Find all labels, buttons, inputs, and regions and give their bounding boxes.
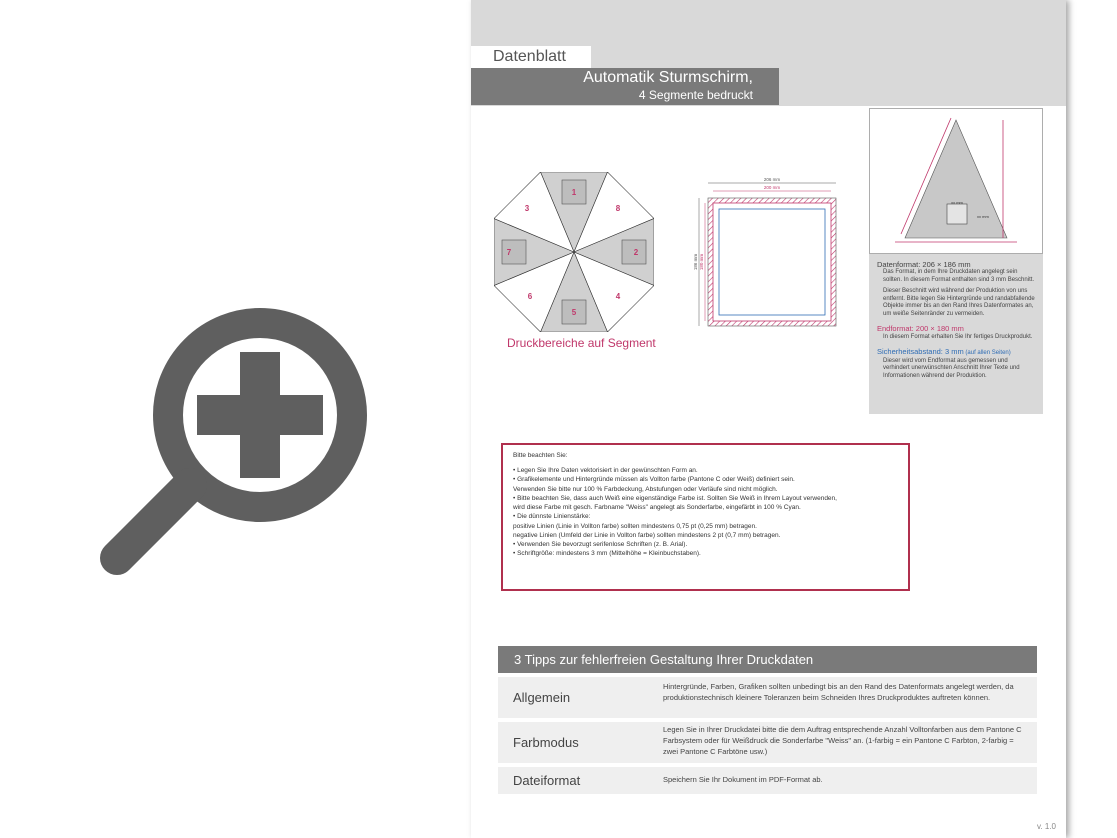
safety-distance-text: Dieser wird vom Endformat aus gemessen und verhindert unerwünschten Anschnitt Ihrer Texte und Informationen während der Produktion. [883, 357, 1020, 379]
notice-line: • Verwenden Sie bevorzugt serifenlose Schriften (z. B. Arial). [513, 540, 688, 548]
segment-label: 8 [615, 204, 621, 213]
notice-line: • Schriftgröße: mindestens 3 mm (Mittelhöhe = Kleinbuchstaben). [513, 550, 701, 558]
safety-distance-note: (auf allen Seiten) [965, 350, 1011, 357]
segment-label: 3 [524, 204, 530, 213]
safety-distance-title: Sicherheitsabstand: 3 mm [877, 347, 964, 357]
notice-title: Bitte beachten Sie: [513, 452, 568, 459]
tip-text: Speichern Sie Ihr Dokument im PDF-Format ab. [663, 775, 823, 784]
triangle-dim-a: xx mm [951, 200, 963, 205]
page-subtitle: 4 Segmente bedruckt [638, 88, 753, 102]
inner-width-label: 200 mm [763, 185, 781, 190]
end-format-title: Endformat: 200 × 180 mm [877, 324, 964, 334]
segment-label: 4 [615, 292, 621, 301]
tip-row-dateiformat [498, 767, 1037, 794]
umbrella-segment-diagram [494, 172, 654, 332]
notice-line: • Die dünnste Linienstärke: [513, 513, 591, 521]
outer-height-label: 186 mm [693, 253, 698, 271]
tip-row-farbmodus [498, 722, 1037, 763]
segment-label: 2 [633, 248, 639, 257]
format-specification-panel [869, 254, 1043, 414]
title-bar [471, 68, 779, 105]
version-label: v. 1.0 [1037, 822, 1056, 831]
tip-row-allgemein [498, 677, 1037, 718]
data-format-text: Das Format, in dem Ihre Druckdaten angelegt sein sollten. In diesem Format enthalten sind 3 mm Beschnitt. [883, 269, 1035, 283]
tips-header: 3 Tipps zur fehlerfreien Gestaltung Ihrer Druckdaten [498, 646, 1037, 673]
segment-label: 6 [527, 292, 533, 301]
tip-label: Dateiformat [513, 773, 581, 788]
data-format-title: Datenformat: 206 × 186 mm [877, 260, 971, 269]
datasheet-page [471, 0, 1066, 838]
inner-height-label: 180 mm [699, 253, 704, 271]
notice-line: wird diese Farbe mit gesch. Farbname "Weiss" angelegt als Sonderfarbe, eingefärbt in 100 % Cyan. [513, 504, 801, 512]
print-area-diagram [693, 172, 843, 332]
segment-label: 7 [506, 248, 512, 257]
segment-label: 1 [571, 188, 577, 197]
notice-line: • Bitte beachten Sie, dass auch Weiß eine eigenständige Farbe ist. Sollten Sie Weiß in Ihrem Layout verwenden, [513, 494, 837, 502]
tip-text: Hintergründe, Farben, Grafiken sollten unbedingt bis an den Rand des Datenformats angelegt werden, da produktionstechnisch kleinere Toleranzen beim Schneiden Ihres Druckproduktes auftreten können. [663, 682, 1014, 702]
page-title: Automatik Sturmschirm, [583, 69, 753, 86]
outer-width-label: 206 mm [763, 177, 781, 182]
notice-line: • Grafikelemente und Hintergründe müssen als Vollton farbe (Pantone C oder Weiß) definiert sein. [513, 476, 795, 484]
notice-line: positive Linien (Linie in Vollton farbe) sollten mindestens 0,75 pt (0,25 mm) betragen. [513, 522, 757, 530]
end-format-text: In diesem Format erhalten Sie Ihr fertiges Druckprodukt. [883, 333, 1033, 340]
notice-line: Verwenden Sie bitte nur 100 % Farbdeckung, Abstufungen oder Verläufe sind nicht möglich. [513, 485, 778, 493]
tip-text: Legen Sie in Ihrer Druckdatei bitte die dem Auftrag entsprechende Anzahl Volltonfarben aus dem Pantone C Farbsystem oder für Weißdruck die Sonderfarbe "Weiss" an. (1-farbig = ein Pantone C Farbton, 2-farbig = zwei Pantone C Farbtöne usw.) [663, 725, 1022, 756]
notice-box [501, 443, 910, 591]
segment-caption: Druckbereiche auf Segment [507, 336, 656, 350]
tip-label: Allgemein [513, 690, 571, 705]
tip-label: Farbmodus [513, 735, 579, 750]
notice-line: • Legen Sie Ihre Daten vektorisiert in der gewünschten Form an. [513, 467, 698, 475]
triangle-dim-b: xx mm [977, 214, 989, 219]
datasheet-tab: Datenblatt [471, 46, 591, 68]
segment-triangle-diagram [869, 108, 1043, 254]
data-format-text-2: Dieser Beschnitt wird während der Produktion von uns entfernt. Bitte legen Sie Hintergründe und randabfallende Objekte immer bis an den Rand Ihres Datenformates an, um weiße Seitenränder zu vermeiden. [883, 288, 1035, 317]
segment-label: 5 [571, 308, 577, 317]
magnifier-plus-icon[interactable] [95, 300, 375, 580]
notice-line: negative Linien (Umfeld der Linie in Vollton farbe) sollten mindestens 2 pt (0,7 mm) betragen. [513, 531, 781, 539]
